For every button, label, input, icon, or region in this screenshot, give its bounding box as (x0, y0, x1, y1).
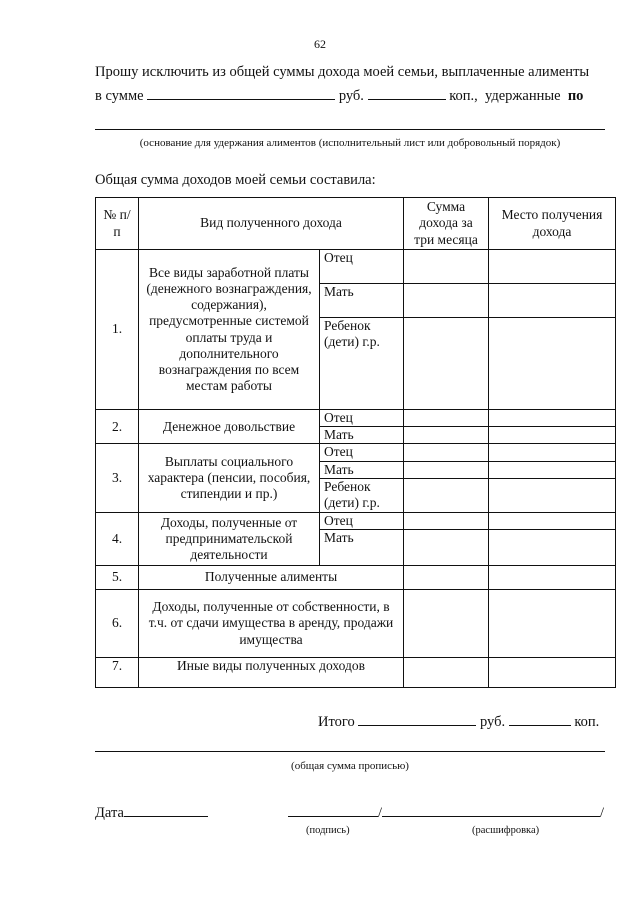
who-cell: Мать (320, 529, 404, 565)
place-cell[interactable] (489, 427, 616, 444)
place-cell[interactable] (489, 444, 616, 461)
sum-cell[interactable] (404, 250, 489, 284)
total-rub-field[interactable] (358, 712, 476, 726)
table-header-row (96, 198, 616, 250)
who-cell: Мать (320, 461, 404, 478)
row-num: 3. (96, 444, 139, 512)
date-label: Дата (95, 805, 124, 821)
decoding-caption: (расшифровка) (472, 825, 540, 836)
who-cell: Ребенок (дети) г.р. (320, 318, 404, 410)
table-row (96, 565, 616, 589)
total-line (318, 712, 599, 731)
row-num: 5. (96, 565, 139, 589)
who-cell: Мать (320, 427, 404, 444)
total-label: Итого (318, 714, 355, 730)
total-kop-field[interactable] (509, 712, 571, 726)
total-income-title: Общая сумма доходов моей семьи составила: (95, 172, 376, 188)
basis-line[interactable] (95, 129, 605, 130)
date-line (95, 803, 208, 822)
sum-cell[interactable] (404, 589, 489, 657)
table-row (96, 512, 616, 529)
row-num: 1. (96, 250, 139, 410)
row-num: 4. (96, 512, 139, 565)
row-kind: Полученные алименты (139, 565, 404, 589)
slash-2: / (600, 805, 605, 821)
sum-cell[interactable] (404, 284, 489, 318)
amount-rub-field[interactable] (147, 86, 335, 100)
place-cell[interactable] (489, 512, 616, 529)
row-kind: Выплаты социального характера (пенсии, пособия, стипендии и пр.) (139, 444, 320, 512)
who-cell: Мать (320, 284, 404, 318)
total-rub-label: руб. (479, 714, 506, 730)
row-kind: Доходы, полученные от собственности, в т.ч. от сдачи имущества в аренду, продажи имущества (139, 589, 404, 657)
kop-label: коп., (449, 88, 478, 104)
signature-caption: (подпись) (306, 825, 350, 836)
who-cell: Ребенок (дети) г.р. (320, 478, 404, 512)
signature-field[interactable] (288, 803, 378, 817)
header-num: № п/п (96, 198, 139, 250)
sum-cell[interactable] (404, 318, 489, 410)
page-number: 62 (314, 37, 326, 51)
header-place: Место получения дохода (489, 198, 616, 250)
slash-1: / (378, 805, 383, 821)
row-num: 2. (96, 410, 139, 444)
place-cell[interactable] (489, 565, 616, 589)
place-cell[interactable] (489, 529, 616, 565)
sum-cell[interactable] (404, 427, 489, 444)
sum-cell[interactable] (404, 657, 489, 687)
sum-in-words-caption: (общая сумма прописью) (291, 760, 409, 772)
place-cell[interactable] (489, 318, 616, 410)
row-kind: Все виды заработной платы (денежного вознаграждения, содержания), предусмотренные системой оплаты труда и дополнительного вознаграждения по всем местам работы (139, 250, 320, 410)
amount-kop-field[interactable] (368, 86, 446, 100)
place-cell[interactable] (489, 250, 616, 284)
row-kind: Денежное довольствие (139, 410, 320, 444)
date-field[interactable] (124, 803, 208, 817)
sum-cell[interactable] (404, 512, 489, 529)
request-line-1: Прошу исключить из общей суммы дохода моей семьи, выплаченные алименты (95, 64, 590, 80)
basis-caption: (основание для удержания алиментов (исполнительный лист или добровольный порядок) (139, 137, 561, 149)
place-cell[interactable] (489, 461, 616, 478)
sum-cell[interactable] (404, 444, 489, 461)
place-cell[interactable] (489, 410, 616, 427)
sum-cell[interactable] (404, 410, 489, 427)
table-row (96, 589, 616, 657)
row-kind: Доходы, полученные от предпринимательской деятельности (139, 512, 320, 565)
total-kop-label: коп. (574, 714, 600, 730)
row-kind: Иные виды полученных доходов (139, 657, 404, 687)
sum-cell[interactable] (404, 461, 489, 478)
table-row (96, 657, 616, 687)
table-row (96, 444, 616, 461)
place-cell[interactable] (489, 589, 616, 657)
table-row (96, 250, 616, 284)
who-cell: Отец (320, 512, 404, 529)
row-num: 6. (96, 589, 139, 657)
sum-in-words-line[interactable] (95, 751, 605, 752)
header-kind: Вид полученного дохода (139, 198, 404, 250)
sum-cell[interactable] (404, 478, 489, 512)
table-row (96, 410, 616, 427)
rub-label: руб. (338, 88, 364, 104)
by-label: по (567, 88, 584, 104)
request-line-2 (95, 86, 583, 105)
header-sum: Сумма дохода за три месяца (404, 198, 489, 250)
signature-line (288, 803, 604, 822)
income-table (95, 197, 616, 688)
sum-cell[interactable] (404, 529, 489, 565)
who-cell: Отец (320, 410, 404, 427)
who-cell: Отец (320, 444, 404, 461)
sum-cell[interactable] (404, 565, 489, 589)
decoding-field[interactable] (382, 803, 600, 817)
place-cell[interactable] (489, 284, 616, 318)
place-cell[interactable] (489, 478, 616, 512)
in-sum-label: в сумме (95, 88, 144, 104)
place-cell[interactable] (489, 657, 616, 687)
row-num: 7. (96, 657, 139, 687)
who-cell: Отец (320, 250, 404, 284)
withheld-label: удержанные (485, 88, 561, 104)
